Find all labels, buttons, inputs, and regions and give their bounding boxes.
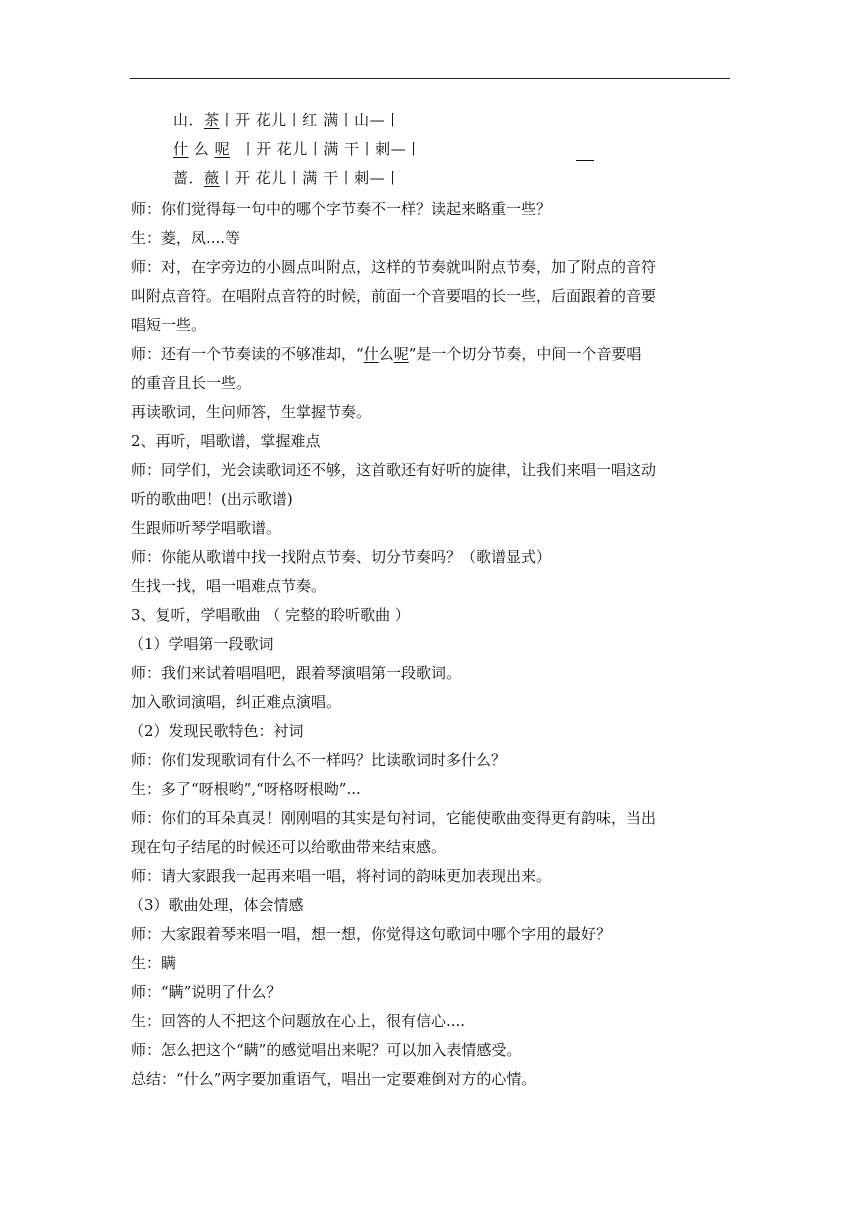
- rhythm-line-2: [173, 139, 422, 159]
- paragraph: 师：请大家跟我一起再来唱一唱，将衬词的韵味更加表现出来。: [131, 867, 552, 885]
- lesson-body: [131, 195, 731, 1094]
- paragraph: 生：瞒: [131, 954, 177, 972]
- paragraph: 再读歌词，生问师答，生掌握节奏。: [131, 403, 372, 421]
- rhythm-text: 山．: [173, 111, 205, 129]
- paragraph: 师：你们觉得每一句中的哪个字节奏不一样？读起来略重一些？: [131, 200, 552, 218]
- rhythm-text: 丨开 花儿丨满 干丨刺—丨: [230, 140, 422, 158]
- paragraph: 师：“瞒”说明了什么？: [131, 983, 282, 1001]
- paragraph-line: 师：同学们，光会读歌词还不够，这首歌还有好听的旋律，让我们来唱一唱这动: [131, 461, 657, 479]
- header-rule: [130, 78, 730, 79]
- subsection-heading: （3）歌曲处理，体会情感: [129, 896, 304, 914]
- rhythm-text: 丨开 花儿丨满 干丨刺—丨: [219, 169, 401, 187]
- paragraph-line: 叫附点音符。在唱附点音符的时候，前面一个音要唱的长一些，后面跟着的音要: [131, 287, 657, 305]
- paragraph-text: 师：还有一个节奏读的不够准却，“: [131, 345, 364, 363]
- paragraph: [131, 456, 731, 514]
- paragraph: 师：大家跟着琴来唱一唱，想一想，你觉得这句歌词中哪个字用的最好？: [131, 925, 612, 943]
- paragraph: 师：怎么把这个“瞒”的感觉唱出来呢？可以加入表情感受。: [131, 1041, 522, 1059]
- stray-dash-mark: [576, 160, 594, 161]
- paragraph: 师：我们来试着唱唱吧，跟着琴演唱第一段歌词。: [131, 664, 462, 682]
- paragraph-line: 师：你们的耳朵真灵！刚刚唱的其实是句衬词，它能使歌曲变得更有韵味，当出: [131, 809, 657, 827]
- paragraph: 生：菱，凤....等: [131, 229, 241, 247]
- paragraph-text: 么: [378, 345, 394, 363]
- paragraph: 生：回答的人不把这个问题放在心上，很有信心....: [131, 1012, 466, 1030]
- underlined-char: 呢: [393, 345, 409, 363]
- underlined-char: 什: [363, 345, 379, 363]
- section-heading: 2、再听，唱歌谱，掌握难点: [131, 432, 321, 450]
- rhythm-line-3: [173, 168, 401, 188]
- paragraph-line: [131, 340, 731, 369]
- paragraph-line: 师：对，在字旁边的小圆点叫附点，这样的节奏就叫附点节奏，加了附点的音符: [131, 258, 657, 276]
- rhythm-text: 么: [188, 140, 215, 158]
- rhythm-underlined-char: 什: [173, 140, 189, 158]
- summary-paragraph: 总结：“什么”两字要加重语气，唱出一定要难倒对方的心情。: [131, 1070, 537, 1088]
- paragraph: [131, 804, 731, 862]
- paragraph: 生找一找，唱一唱难点节奏。: [131, 577, 327, 595]
- subsection-heading: （1）学唱第一段歌词: [129, 635, 274, 653]
- paragraph-text: ”是一个切分节奏，中间一个音要唱: [408, 345, 642, 363]
- paragraph: [131, 340, 731, 398]
- paragraph: [131, 253, 731, 340]
- section-heading: 3、复听，学唱歌曲 （ 完整的聆听歌曲 ）: [131, 606, 410, 624]
- paragraph: 生：多了“呀根哟”,“呀格呀根呦”...: [131, 780, 361, 798]
- rhythm-text: 丨开 花儿丨红 满丨山—丨: [219, 111, 401, 129]
- rhythm-line-1: [173, 110, 401, 130]
- paragraph-line: 听的歌曲吧！(出示歌谱): [131, 490, 293, 508]
- rhythm-underlined-char: 薇: [204, 169, 220, 187]
- paragraph: 加入歌词演唱，纠正难点演唱。: [131, 693, 342, 711]
- paragraph: 生跟师听琴学唱歌谱。: [131, 519, 282, 537]
- paragraph-line: 现在句子结尾的时候还可以给歌曲带来结束感。: [131, 838, 447, 856]
- paragraph-line: 的重音且长一些。: [131, 374, 252, 392]
- paragraph-line: 唱短一些。: [131, 316, 207, 334]
- paragraph: 师：你们发现歌词有什么不一样吗？比读歌词时多什么？: [131, 751, 507, 769]
- rhythm-text: 蔷．: [173, 169, 205, 187]
- subsection-heading: （2）发现民歌特色：衬词: [129, 722, 304, 740]
- rhythm-underlined-char: 茶: [204, 111, 220, 129]
- rhythm-underlined-char: 呢: [214, 140, 231, 158]
- paragraph: 师：你能从歌谱中找一找附点节奏、切分节奏吗？（歌谱显式）: [131, 548, 552, 566]
